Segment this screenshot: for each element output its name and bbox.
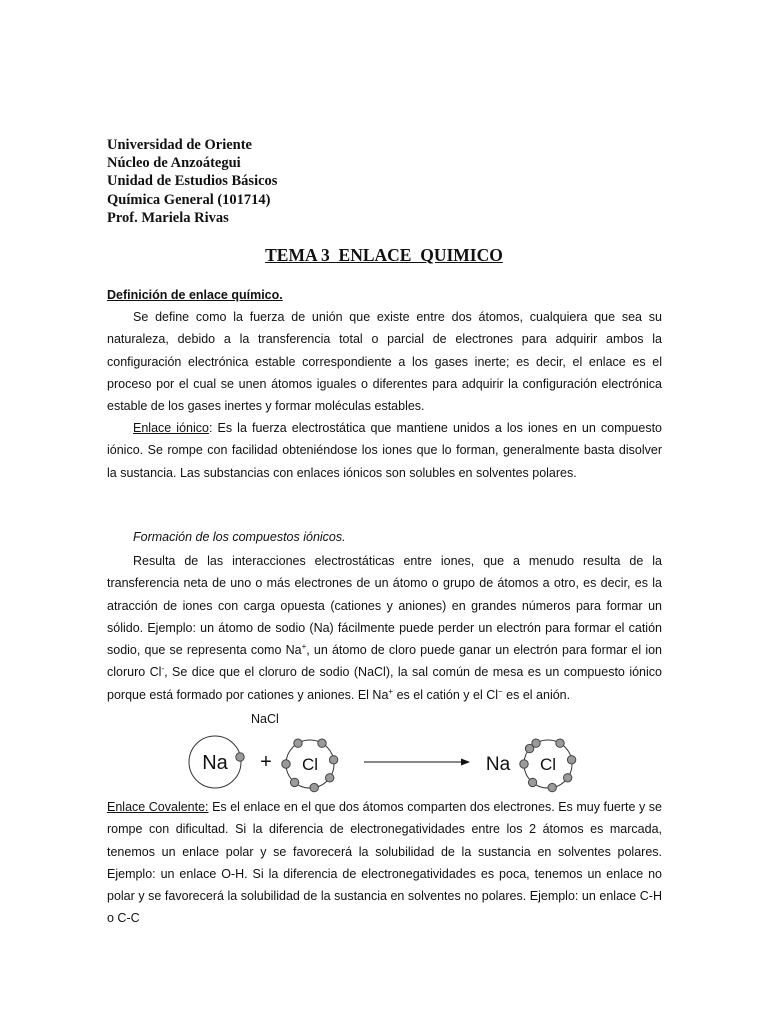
nacl-label: NaCl — [251, 712, 279, 726]
document-header — [107, 136, 667, 227]
sodium-ion-symbol: Na — [485, 754, 511, 775]
unit-name: Unidad de Estudios Básicos — [107, 173, 278, 190]
page-title-container — [0, 244, 768, 266]
ionic-bond-text: : Es la fuerza electrostática que mantiene unidos a los iones en un compuesto iónico. Se rompe con facilidad obteniéndose los iones que lo forman, generalmente basta disolver la sustancia. Las substancias con enlaces iónicos son solubles en solventes polares. — [107, 421, 663, 480]
chloride-charge-2: − — [498, 686, 503, 696]
professor-name: Prof. Mariela Rivas — [107, 209, 229, 226]
chlorine-symbol: Cl — [301, 755, 319, 774]
chloride-charge: - — [161, 664, 165, 674]
covalent-bond-text: Es el enlace en el que dos átomos comparten dos electrones. Es muy fuerte y se rompe con dificultad. Si la diferencia de electronegatividades entre los 2 átomos es marcada, tenemos un enlace polar y se favorecerá la solubilidad de la sustancia en solventes polares. Ejemplo: un enlace O-H. Si la diferencia de electronegatividades es poca, tenemos un enlace no polar y se favorecerá la solubilidad de la sustancia en solventes no polares. Ejemplo: un enlace C-H o C-C — [107, 800, 663, 926]
ionic-bond-term: Enlace iónico — [133, 421, 209, 435]
ionic-bond-paragraph — [107, 417, 662, 484]
chlorine-electron — [318, 739, 326, 747]
sodium-valence-electron — [236, 753, 244, 761]
formation-text-c: , Se dice que el cloruro de sodio (NaCl), la sal común de mesa es un compuesto iónico porque está formado por cationes y aniones. El Na — [107, 665, 662, 702]
sodium-charge: + — [301, 642, 307, 652]
formation-text-a: Resulta de las interacciones electrostáticas entre iones, que a menudo resulta de la transferencia neta de uno o más electrones de un átomo o grupo de átomos a otro, es decir, es la atracción de iones con carga opuesta (cationes y aniones) en grandes números para formar un sólido. Ejemplo: un átomo de sodio (Na) fácilmente puede perder un electrón para formar el catión sodio, que se representa como Na — [107, 554, 662, 658]
covalent-bond-term: Enlace Covalente: — [107, 800, 209, 814]
formation-paragraph — [107, 550, 662, 706]
chloride-electron — [520, 760, 528, 768]
definition-paragraph: Se define como la fuerza de unión que existe entre dos átomos, cualquiera que sea su naturaleza, debido a la transferencia total o parcial de electrones para adquirir ambos la configuración electrónica estable correspondiente a los gases inerte; es decir, el enlace es el proceso por el cual se unen átomos iguales o diferentes para adquirir la configuración electrónica estable de los gases inertes y formar moléculas estables. — [107, 310, 662, 414]
chloride-ion-symbol: Cl — [539, 755, 557, 774]
chlorine-electron — [329, 756, 337, 764]
nacl-formation-diagram — [180, 730, 620, 800]
page-title: TEMA 3 ENLACE QUIMICO — [265, 245, 503, 265]
university-name: Universidad de Oriente — [107, 137, 252, 153]
chloride-electron — [525, 744, 533, 752]
campus-name: Núcleo de Anzoátegui — [107, 155, 241, 172]
chlorine-electron — [326, 774, 334, 782]
covalent-bond-paragraph — [107, 796, 662, 930]
chloride-electron — [567, 756, 575, 764]
reaction-arrow-head — [461, 759, 470, 766]
chlorine-electron — [294, 739, 302, 747]
course-name: Química General (101714) — [107, 191, 271, 208]
chlorine-electron — [310, 783, 318, 791]
chloride-electron — [528, 778, 536, 786]
formation-text-b: , un átomo de cloro puede ganar un electrón para formar el ion cloruro Cl — [107, 643, 662, 680]
chloride-electron — [564, 774, 572, 782]
chlorine-electron — [290, 778, 298, 786]
formation-heading: Formación de los compuestos iónicos. — [133, 530, 346, 544]
chlorine-electron — [282, 760, 290, 768]
formation-text-e: es el anión. — [502, 687, 571, 702]
plus-sign: + — [260, 751, 272, 773]
sodium-symbol: Na — [202, 752, 228, 774]
formation-text-d: es el catión y el Cl — [393, 687, 499, 702]
definition-heading: Definición de enlace químico. — [107, 288, 283, 302]
chloride-electron — [548, 783, 556, 791]
sodium-charge-2: + — [388, 686, 394, 696]
chloride-electron — [556, 739, 564, 747]
